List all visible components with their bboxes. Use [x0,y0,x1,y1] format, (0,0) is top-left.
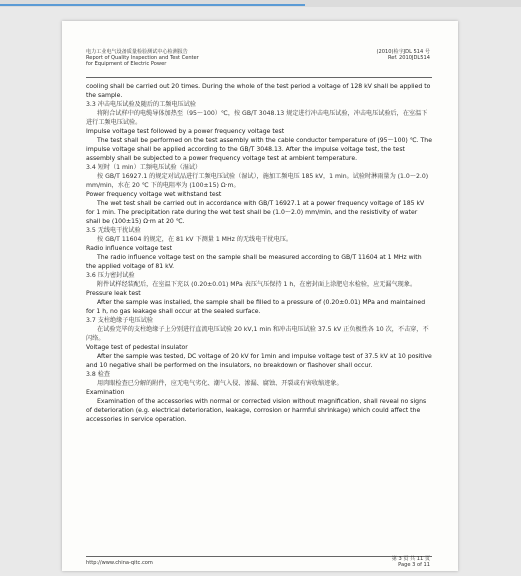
paragraph: 3.6 压力密封试验 [86,272,135,279]
paragraph: 附件试样经装配后，在室温下充以 (0.20±0.01) MPa 表压气压保持 1 h，在密封面上涂肥皂水检验，应无漏气现象。 [97,281,417,288]
paragraph: 3.4 短时（1 min）工频电压试验（湿试） [86,164,202,171]
paragraph: The wet test shall be carried out in accordance with GB/T 16927.1 at a power frequency voltage of 185 kV for 1 min. The precipitation rate during the wet test shall be (1.0～2.0) mm/min, and the resistivity of water shall be (100±15) Ω·m at 20 ℃. [86,200,425,225]
page-number-zh: 第 3 页 共 11 页 [391,556,430,562]
paragraph: 3.8 检查 [86,371,110,378]
paragraph: After the sample was tested, DC voltage of 20 kV for 1min and impulse voltage test of 37.5 kV at 10 positive and 10 negative shall be performed on the insulators, no breakdown or flashover shall occur. [86,353,432,369]
paragraph: 3.5 无线电干扰试验 [86,227,141,234]
report-header-ref [377,49,430,61]
paragraph: The test shall be performed on the test assembly with the cable conductor temperature of (95～100) ℃. The impulse voltage shall be applied according to the GB/T 3048.13. After the impulse voltage test, the test assembly shall be subjected to a power frequency voltage test at ambient temperature. [86,137,432,162]
paragraph: Examination [86,389,125,396]
document-page [62,21,458,571]
footer-page-number [392,556,430,568]
footer-divider [86,556,432,557]
paragraph: Power frequency voltage wet withstand test [86,191,222,198]
paragraph: The radio influence voltage test on the sample shall be measured according to GB/T 11604 at 1 MHz with the applied voltage of 81 kV. [86,254,422,270]
paragraph: 按 GB/T 16927.1 的规定对试品进行工频电压试验（湿试），施加工频电压 185 kV，1 min。试验时淋雨量为 (1.0～2.0) mm/min，水在 20 ℃ 下的电阻率为 (100±15) Ω·m。 [86,173,429,189]
paragraph: Radio influence voltage test [86,245,173,252]
paragraph: Pressure leak test [86,290,141,297]
ref-number-zh: (2010)检字JDL 514 号 [376,49,430,55]
document-body [86,82,432,424]
paragraph: 将附合试样中的电缆导体加热至（95～100）℃，按 GB/T 3048.13 规定进行冲击电压试验，冲击电压试验后，在室温下进行工频电压试验。 [86,110,428,126]
footer-url: http://www.china-qitc.com [86,560,153,566]
paragraph: 3.3 冲击电压试验及随后的工频电压试验 [86,101,196,108]
paragraph: Voltage test of pedestal insulator [86,344,188,351]
header-divider [86,77,432,78]
paragraph: 在试验完毕的支柱绝缘子上分别进行直流电压试验 20 kV,1 min 和冲击电压试验 37.5 kV 正负极性各 10 次，不击穿，不闪络。 [86,326,429,342]
paragraph: Examination of the accessories with normal or corrected vision without magnification, shall reveal no signs of deterioration (e.g. electrical deterioration, leakage, corrosion or harmful shrinkage) which could affect the accessories in service operation. [86,398,427,423]
org-name-zh: 电力工业电气设备质量检验测试中心检测报告 [86,49,188,55]
ref-number-en: Ref. 2010JDL514 [387,55,430,62]
paragraph: 3.7 支柱绝缘子电压试验 [86,317,153,324]
paragraph: 用肉眼检查已分解的附件，应无电气劣化、潮气入侵、渗漏、腐蚀、开裂或有害收缩迹象。 [97,380,343,387]
paragraph: cooling shall be carried out 20 times. During the whole of the test period a voltage of 128 kV shall be applied to the sample. [86,83,431,99]
report-header-org [86,49,199,68]
org-name-en-line1: Report of Quality Inspection and Test Center [86,55,199,62]
viewer-top-bar [0,0,521,7]
page-number-en: Page 3 of 11 [398,562,430,569]
org-name-en-line2: for Equipment of Electric Power [86,61,167,68]
viewer-accent-line [0,4,305,6]
paragraph: Impulse voltage test followed by a power frequency voltage test [86,128,285,135]
paragraph: 按 GB/T 11604 的规定，在 81 kV 下测量 1 MHz 的无线电干扰电压。 [97,236,293,243]
paragraph: After the sample was installed, the sample shall be filled to a pressure of (0.20±0.01) MPa and maintained for 1 h, no gas leakage shall occur at the sealed surface. [86,299,426,315]
